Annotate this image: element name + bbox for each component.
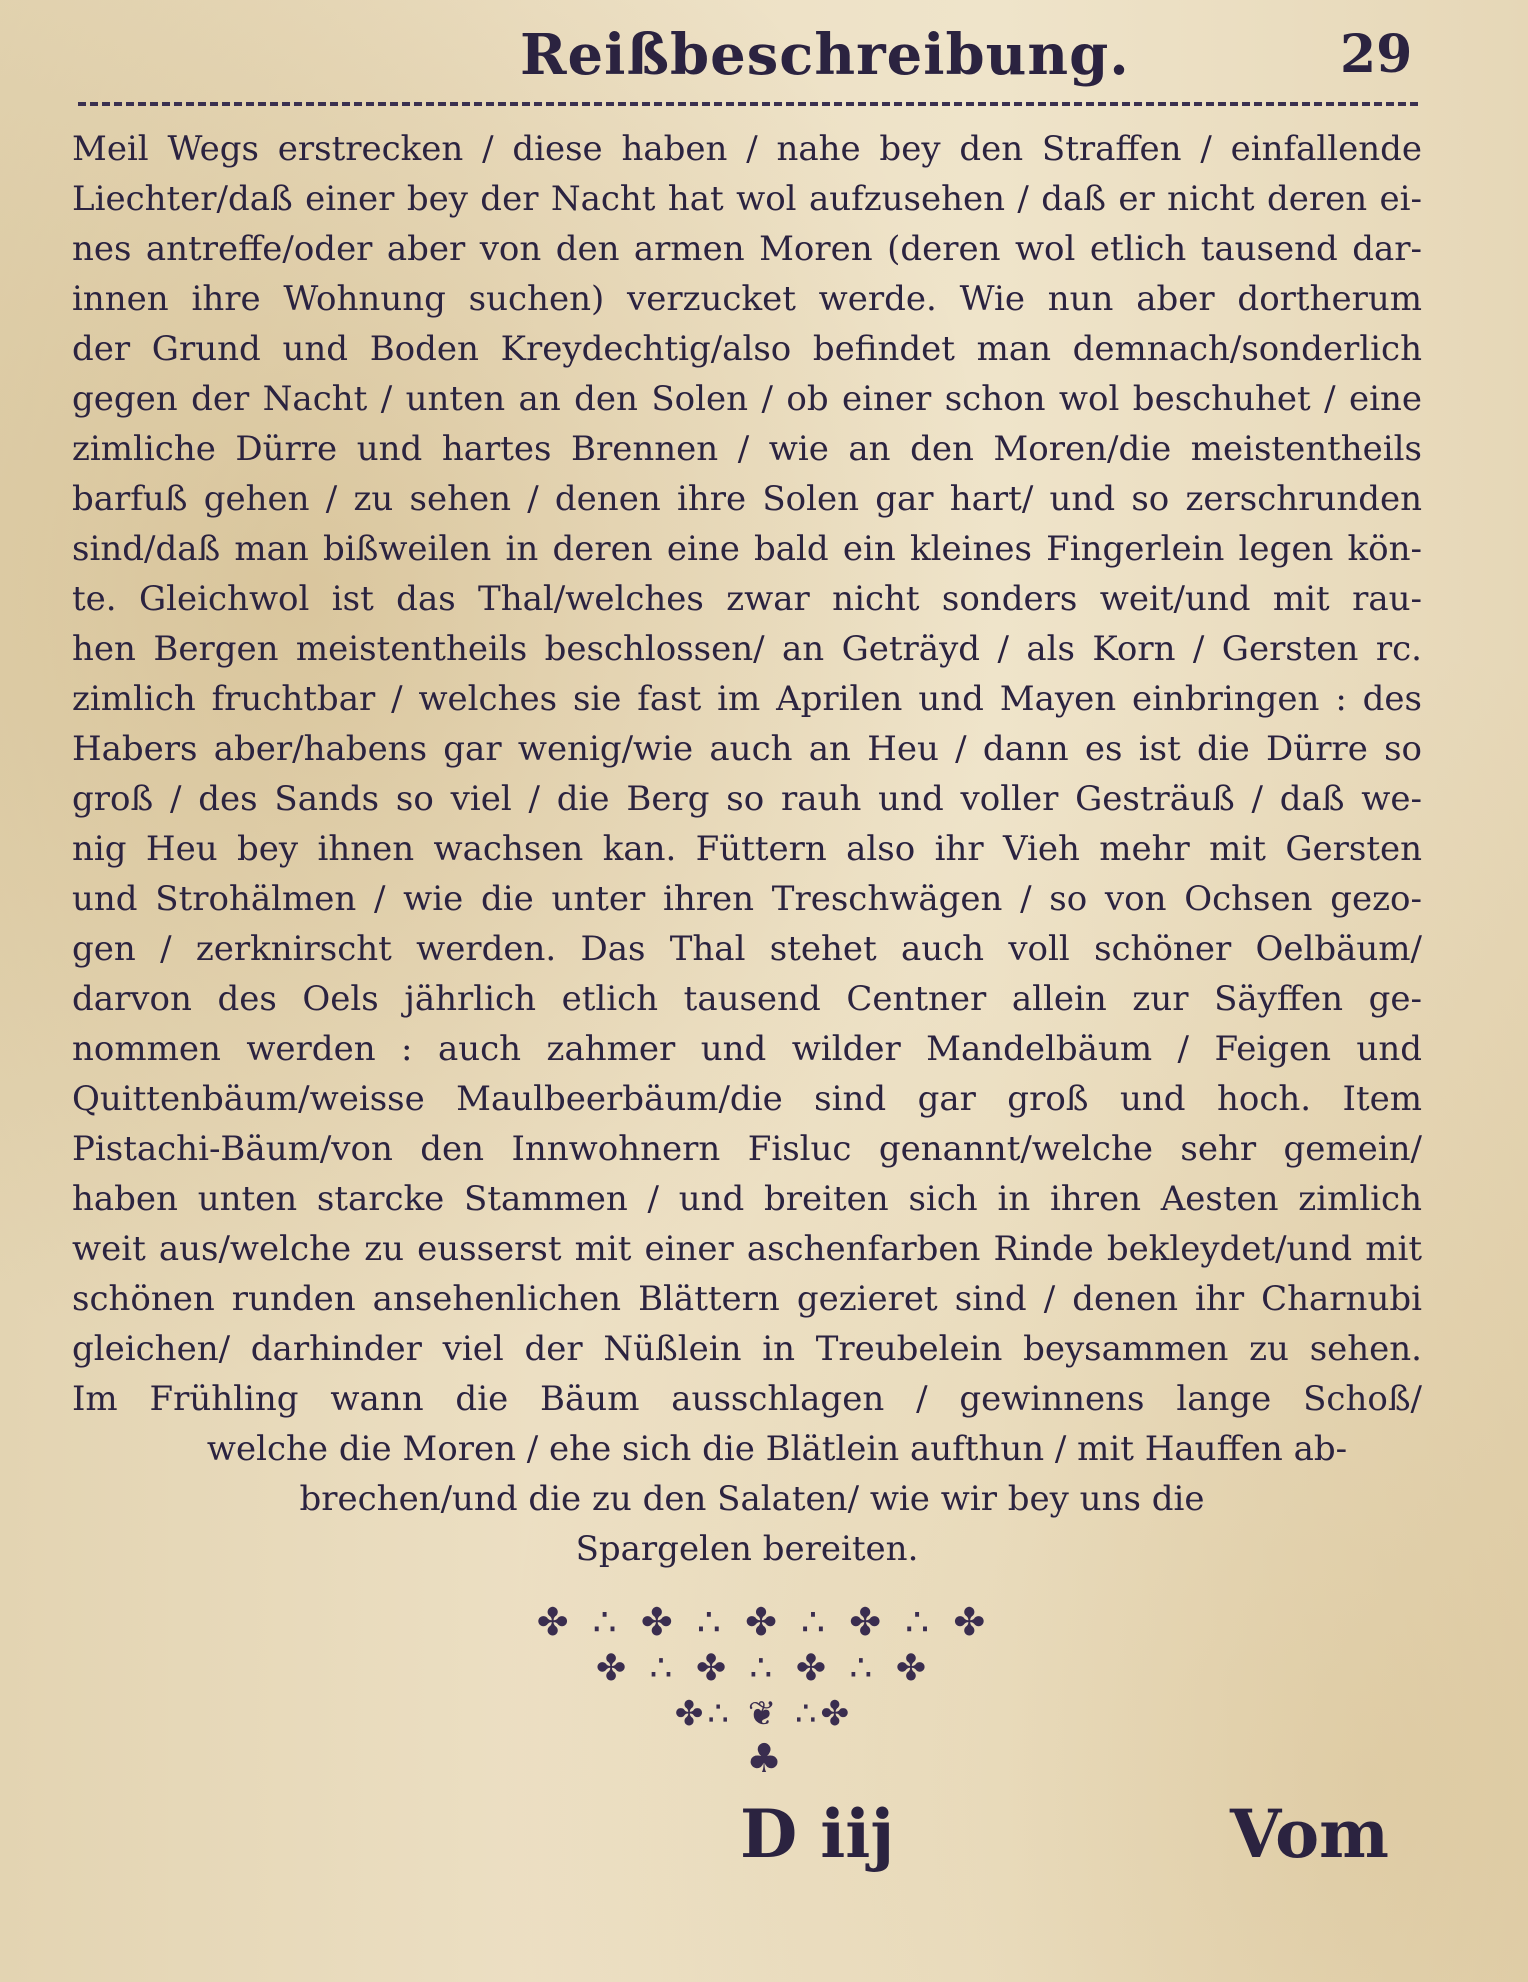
text-line: darvon des Oels jährlich etlich tausend Centner allein zur Säyffen ge-	[72, 979, 1422, 1019]
text-line: weit aus/welche zu eusserst mit einer aschenfarben Rinde bekleydet/und mit	[72, 1229, 1422, 1269]
text-line: sind/daß man bißweilen in deren eine bald ein kleines Fingerlein legen kön-	[72, 529, 1422, 569]
text-line: Quittenbäum/weisse Maulbeerbäum/die sind gar groß und hoch. Item	[72, 1079, 1422, 1119]
running-title: Reißbeschreibung.	[520, 22, 1130, 88]
text-line: gegen der Nacht / unten an den Solen / ob einer schon wol beschuhet / eine	[72, 379, 1422, 419]
text-line: innen ihre Wohnung suchen) verzucket werde. Wie nun aber dortherum	[72, 279, 1422, 319]
text-line: schönen runden ansehenlichen Blättern gezieret sind / denen ihr Charnubi	[72, 1279, 1422, 1319]
text-line: nig Heu bey ihnen wachsen kan. Füttern also ihr Vieh mehr mit Gersten	[72, 829, 1422, 869]
text-line: Meil Wegs erstrecken / diese haben / nahe bey den Straffen / einfallende	[72, 129, 1422, 169]
text-line: Liechter/daß einer bey der Nacht hat wol aufzusehen / daß er nicht deren ei-	[72, 179, 1422, 219]
header-rule	[78, 102, 1418, 106]
text-line: Im Frühling wann die Bäum ausschlagen / gewinnens lange Schoß/	[72, 1379, 1422, 1419]
text-line: zimlich fruchtbar / welches sie fast im Aprilen und Mayen einbringen : des	[72, 679, 1422, 719]
page-header	[0, 22, 1528, 102]
text-line: groß / des Sands so viel / die Berg so rauh und voller Gesträuß / daß we-	[72, 779, 1422, 819]
text-line: gen / zerknirscht werden. Das Thal stehet auch voll schöner Oelbäum/	[72, 929, 1422, 969]
text-line: barfuß gehen / zu sehen / denen ihre Solen gar hart/ und so zerschrunden	[72, 479, 1422, 519]
closing-line: brechen/und die zu den Salaten/ wie wir bey uns die	[299, 1479, 1205, 1519]
text-line: zimliche Dürre und hartes Brennen / wie an den Moren/die meistentheils	[72, 429, 1422, 469]
text-line: nommen werden : auch zahmer und wilder Mandelbäum / Feigen und	[72, 1029, 1422, 1069]
closing-line: welche die Moren / ehe sich die Blätlein aufthun / mit Hauffen ab-	[206, 1429, 1348, 1469]
fleuron-ornament-row: ✤ ∴ ✤ ∴ ✤ ∴ ✤	[595, 1648, 933, 1689]
text-line: te. Gleichwol ist das Thal/welches zwar nicht sonders weit/und mit rau-	[72, 579, 1422, 619]
catchword: Vom	[1230, 1795, 1390, 1873]
fleuron-ornament-row: ✤ ∴ ✤ ∴ ✤ ∴ ✤ ∴ ✤	[536, 1600, 992, 1644]
text-line: gleichen/ darhinder viel der Nüßlein in Treubelein beysammen zu sehen.	[72, 1329, 1422, 1369]
signature-mark: D iij	[740, 1795, 895, 1873]
text-line: Pistachi-Bäum/von den Innwohnern Fisluc genannt/welche sehr gemein/	[72, 1129, 1422, 1169]
body-text	[72, 124, 1422, 1574]
text-line: haben unten starcke Stammen / und breiten sich in ihren Aesten zimlich	[72, 1179, 1422, 1219]
text-line: Habers aber/habens gar wenig/wie auch an Heu / dann es ist die Dürre so	[72, 729, 1422, 769]
closing-line: Spargelen bereiten.	[575, 1529, 919, 1569]
text-line: und Strohälmen / wie die unter ihren Treschwägen / so von Ochsen gezo-	[72, 879, 1422, 919]
text-line: nes antreffe/oder aber von den armen Moren (deren wol etlich tausend dar-	[72, 229, 1422, 269]
page-number: 29	[1340, 24, 1413, 85]
fleuron-ornament-row: ✤∴ ❦ ∴✤	[674, 1694, 854, 1734]
text-line: hen Bergen meistentheils beschlossen/ an Geträyd / als Korn / Gersten rc.	[72, 629, 1422, 669]
text-line: der Grund und Boden Kreydechtig/also befindet man demnach/sonderlich	[72, 329, 1422, 369]
fleuron-ornament-row: ♣	[746, 1736, 782, 1782]
